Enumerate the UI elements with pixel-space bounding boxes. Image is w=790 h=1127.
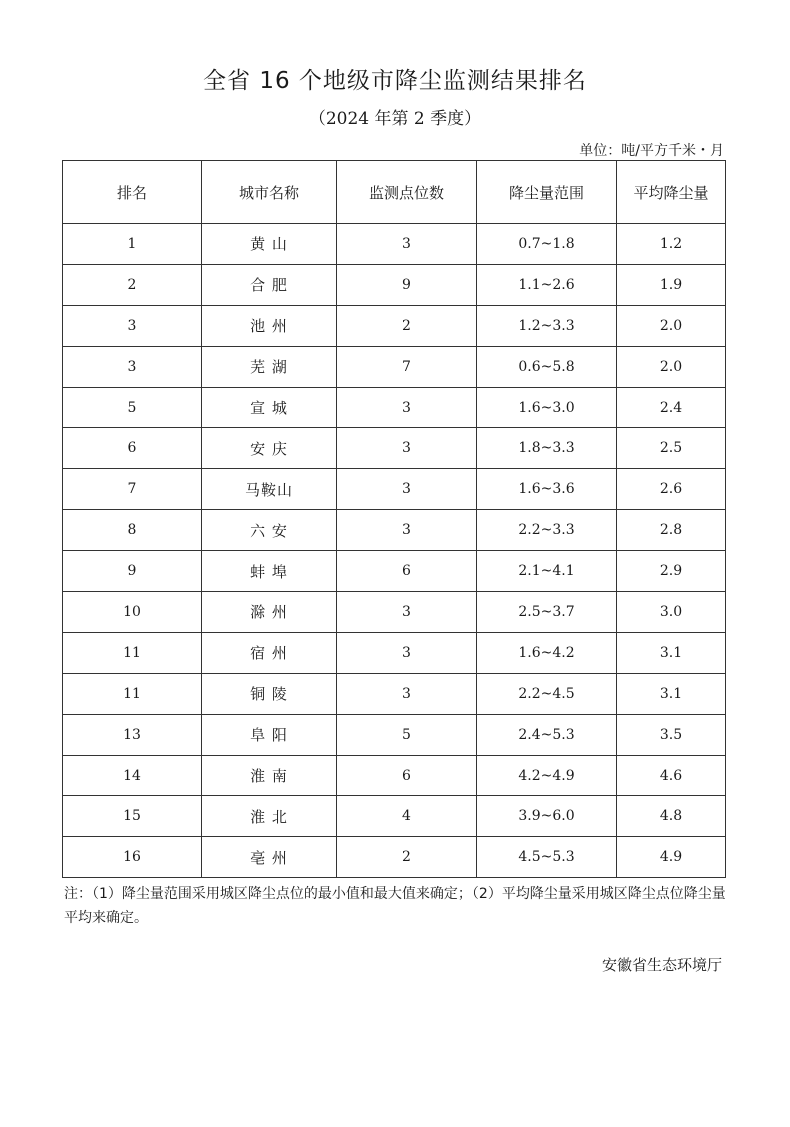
cell-rank: 15 [63,796,202,837]
table-row [63,428,726,469]
table-row [63,551,726,592]
table-row [63,469,726,510]
cell-dust-range: 1.1~2.6 [477,264,617,305]
table-row [63,714,726,755]
table-row [63,796,726,837]
cell-avg-dust: 2.0 [617,346,726,387]
cell-city: 亳 州 [202,837,337,878]
cell-station-count: 2 [337,305,477,346]
cell-avg-dust: 2.9 [617,551,726,592]
cell-city: 蚌 埠 [202,551,337,592]
cell-city: 安 庆 [202,428,337,469]
footnote: 注：（1）降尘量范围采用城区降尘点位的最小值和最大值来确定；（2）平均降尘量采用城区降尘点位降尘量平均来确定。 [64,886,726,926]
cell-rank: 2 [63,264,202,305]
cell-dust-range: 4.2~4.9 [477,755,617,796]
table-row [63,837,726,878]
cell-city: 淮 南 [202,755,337,796]
cell-rank: 14 [63,755,202,796]
cell-dust-range: 4.5~5.3 [477,837,617,878]
cell-dust-range: 1.8~3.3 [477,428,617,469]
cell-dust-range: 0.7~1.8 [477,224,617,265]
cell-station-count: 2 [337,837,477,878]
cell-station-count: 4 [337,796,477,837]
cell-rank: 5 [63,387,202,428]
cell-rank: 13 [63,714,202,755]
cell-dust-range: 2.2~4.5 [477,673,617,714]
cell-city: 马鞍山 [202,469,337,510]
cell-rank: 16 [63,837,202,878]
cell-rank: 8 [63,510,202,551]
cell-city: 宣 城 [202,387,337,428]
cell-dust-range: 1.6~3.0 [477,387,617,428]
cell-city: 黄 山 [202,224,337,265]
header-dust-range: 降尘量范围 [477,161,617,224]
cell-city: 淮 北 [202,796,337,837]
cell-station-count: 6 [337,755,477,796]
cell-rank: 9 [63,551,202,592]
cell-city: 芜 湖 [202,346,337,387]
cell-rank: 7 [63,469,202,510]
table-row [63,264,726,305]
cell-avg-dust: 2.8 [617,510,726,551]
cell-avg-dust: 2.4 [617,387,726,428]
cell-avg-dust: 4.9 [617,837,726,878]
table-row [63,592,726,633]
cell-rank: 3 [63,305,202,346]
cell-station-count: 3 [337,592,477,633]
cell-dust-range: 2.4~5.3 [477,714,617,755]
cell-rank: 6 [63,428,202,469]
cell-city: 阜 阳 [202,714,337,755]
cell-station-count: 6 [337,551,477,592]
cell-avg-dust: 4.6 [617,755,726,796]
ranking-table [62,160,726,878]
table-row [63,755,726,796]
issuer: 安徽省生态环境厅 [601,956,722,974]
unit-label: 单位：吨/平方千米・月 [579,143,724,159]
cell-avg-dust: 3.1 [617,632,726,673]
cell-dust-range: 2.1~4.1 [477,551,617,592]
cell-station-count: 3 [337,428,477,469]
cell-station-count: 3 [337,387,477,428]
header-rank: 排名 [63,161,202,224]
table-row [63,632,726,673]
header-avg-dust: 平均降尘量 [617,161,726,224]
table-row [63,510,726,551]
cell-station-count: 3 [337,632,477,673]
page-subtitle: （2024 年第 2 季度） [308,109,482,129]
cell-rank: 10 [63,592,202,633]
cell-dust-range: 1.6~4.2 [477,632,617,673]
cell-avg-dust: 3.1 [617,673,726,714]
cell-rank: 3 [63,346,202,387]
cell-station-count: 3 [337,469,477,510]
cell-avg-dust: 2.5 [617,428,726,469]
cell-station-count: 3 [337,510,477,551]
cell-dust-range: 0.6~5.8 [477,346,617,387]
cell-avg-dust: 3.0 [617,592,726,633]
cell-city: 滁 州 [202,592,337,633]
cell-avg-dust: 1.2 [617,224,726,265]
cell-station-count: 3 [337,224,477,265]
table-row [63,305,726,346]
header-city: 城市名称 [202,161,337,224]
table-row [63,224,726,265]
table-row [63,673,726,714]
cell-avg-dust: 3.5 [617,714,726,755]
table-header-row [63,161,726,224]
cell-city: 六 安 [202,510,337,551]
cell-rank: 11 [63,632,202,673]
cell-station-count: 5 [337,714,477,755]
cell-dust-range: 3.9~6.0 [477,796,617,837]
cell-avg-dust: 2.6 [617,469,726,510]
header-station-count: 监测点位数 [337,161,477,224]
cell-station-count: 3 [337,673,477,714]
table-row [63,387,726,428]
page-title: 全省 16 个地级市降尘监测结果排名 [203,68,587,94]
cell-city: 铜 陵 [202,673,337,714]
cell-avg-dust: 2.0 [617,305,726,346]
cell-station-count: 9 [337,264,477,305]
cell-city: 宿 州 [202,632,337,673]
cell-rank: 1 [63,224,202,265]
cell-rank: 11 [63,673,202,714]
cell-dust-range: 1.6~3.6 [477,469,617,510]
cell-dust-range: 2.2~3.3 [477,510,617,551]
cell-avg-dust: 4.8 [617,796,726,837]
cell-avg-dust: 1.9 [617,264,726,305]
table-row [63,346,726,387]
cell-dust-range: 2.5~3.7 [477,592,617,633]
cell-city: 池 州 [202,305,337,346]
cell-station-count: 7 [337,346,477,387]
cell-dust-range: 1.2~3.3 [477,305,617,346]
cell-city: 合 肥 [202,264,337,305]
